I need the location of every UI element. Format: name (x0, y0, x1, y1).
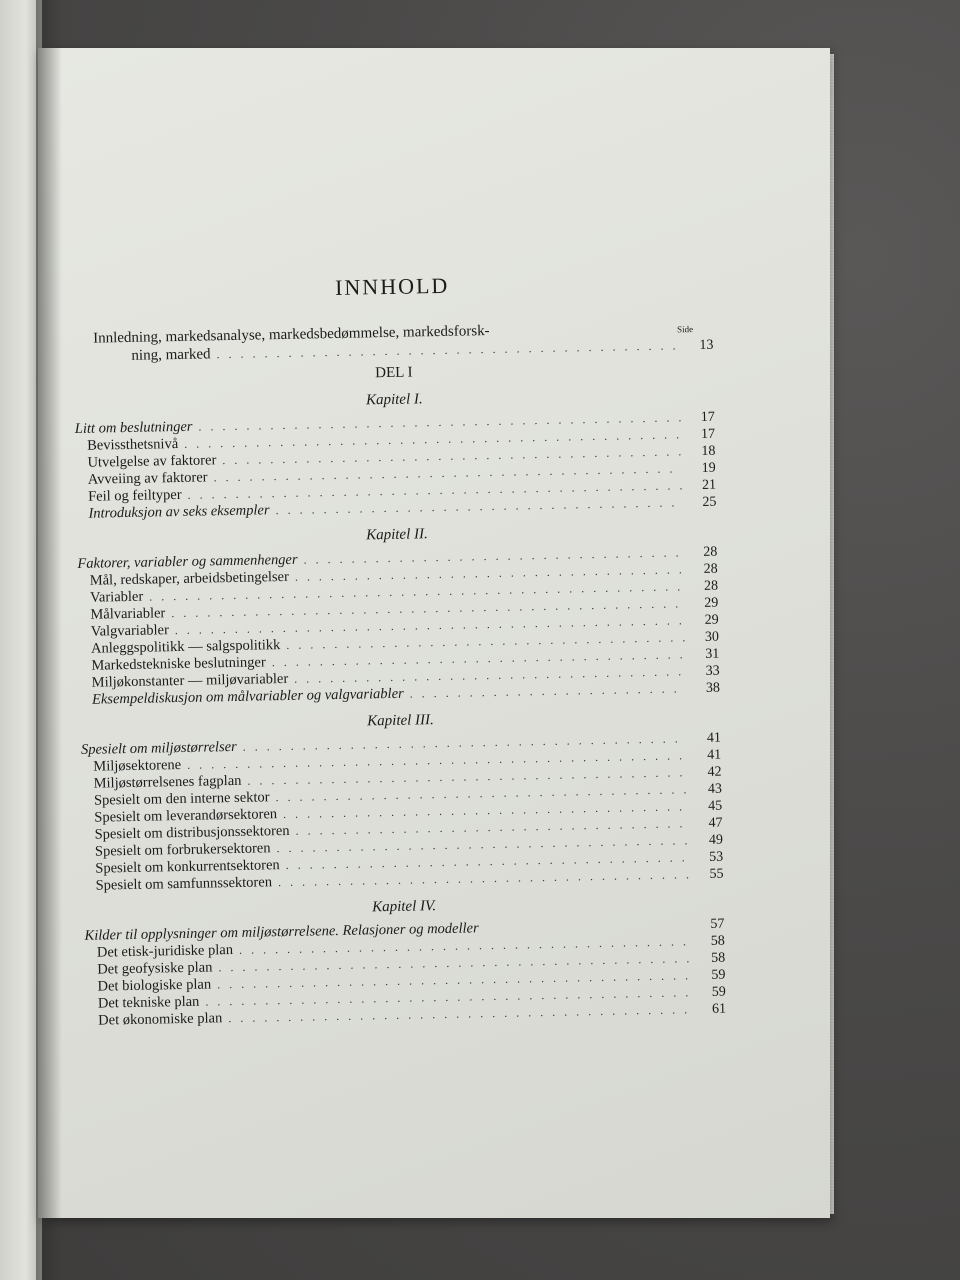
chapter-block (84, 893, 726, 1030)
page-number: 38 (705, 680, 721, 696)
page-number: 28 (703, 544, 718, 560)
page-number: 43 (707, 781, 723, 797)
entry-label: Valgvariabler (90, 622, 170, 640)
page-number: 42 (707, 764, 722, 780)
chapter-list (74, 386, 726, 1030)
entry-label: Det tekniske plan (97, 993, 200, 1012)
entry-label: Avveiing av faktorer (87, 469, 208, 488)
page-number: 30 (704, 629, 720, 645)
page-number: 28 (703, 561, 718, 577)
entry-label: Det økonomiske plan (98, 1010, 223, 1029)
entry-label: Det geofysiske plan (97, 959, 213, 978)
chapter-block (77, 521, 720, 709)
page-number: 49 (708, 832, 724, 848)
entry-label: Markedstekniske beslutninger (91, 654, 266, 674)
page-number: 17 (700, 409, 715, 425)
entry-label: Spesielt om miljøstørrelser (80, 738, 237, 758)
page-number: 58 (710, 950, 726, 966)
entry-label: Det biologiske plan (97, 976, 212, 995)
spine-shadow (36, 0, 62, 1280)
entry-label: Spesielt om leverandørsektoren (94, 806, 278, 826)
page-number: 18 (701, 443, 716, 459)
intro-line-1: Innledning, markedsanalyse, markedsbedømmelse, markedsforsk- (92, 322, 490, 347)
page-number: 21 (701, 477, 717, 493)
page-number: 19 (701, 460, 716, 476)
chapter-heading: Kapitel I. (365, 391, 423, 409)
entry-label: Spesielt om konkurrentsektoren (95, 857, 280, 877)
entry-label: Eksempeldiskusjon om målvariabler og valgvariabler (91, 685, 404, 708)
chapter-block (74, 386, 716, 523)
entry-label: Variabler (89, 588, 144, 606)
entry-label: Bevissthetsnivå (87, 435, 179, 454)
entry-label: Spesielt om den interne sektor (93, 789, 270, 809)
page-number: 55 (709, 866, 724, 882)
page-number: 28 (703, 578, 719, 594)
entry-label: Litt om beslutninger (74, 418, 193, 437)
entry-label: Miljøstørrelsenes fagplan (93, 772, 242, 792)
entry-label: Kilder til opplysninger om miljøstørrelsene. Relasjoner og modeller (84, 920, 479, 944)
chapter-heading: Kapitel III. (367, 712, 434, 730)
entry-label: Faktorer, variabler og sammenhenger (77, 551, 298, 572)
part-heading: DEL I (375, 364, 413, 382)
page-number: 25 (702, 494, 717, 510)
entry-label: Spesielt om samfunnssektoren (95, 874, 273, 894)
entry-label: Mål, redskaper, arbeidsbetingelser (89, 568, 290, 589)
entry-label: Anleggspolitikk — salgspolitikk (90, 637, 281, 657)
entry-label: Det etisk-juridiske plan (96, 942, 234, 961)
intro-line-2: ning, marked (131, 346, 211, 364)
chapter-heading: Kapitel II. (365, 526, 428, 544)
page-number: 61 (711, 1001, 727, 1017)
chapter-block (80, 707, 723, 895)
page-number: 31 (705, 646, 720, 662)
page-column-label: Side (676, 324, 694, 335)
entry-label: Målvariabler (90, 605, 166, 623)
page-number: 47 (708, 815, 723, 831)
page-number: 41 (707, 747, 722, 763)
entry-label: Spesielt om distribusjonssektoren (94, 822, 290, 843)
page-number: 13 (699, 337, 714, 353)
entry-label: Miljøsektorene (93, 756, 182, 775)
page-number: 57 (710, 916, 725, 932)
chapter-heading: Kapitel IV. (371, 898, 437, 916)
page-number: 59 (711, 967, 726, 983)
page-number: 29 (704, 595, 719, 611)
page-number: 59 (711, 984, 726, 1000)
entry-label: Utvelgelse av faktorer (87, 452, 217, 471)
page-number: 53 (709, 849, 724, 865)
page-number: 33 (705, 663, 720, 679)
page-title: INNHOLD (334, 272, 450, 300)
entry-label: Feil og feiltyper (88, 486, 182, 505)
entry-label: Miljøkonstanter — miljøvariabler (91, 670, 289, 691)
page-number: 17 (700, 426, 716, 442)
entry-label: Spesielt om forbrukersektoren (94, 840, 271, 860)
page-number: 45 (708, 798, 723, 814)
table-of-contents (72, 268, 726, 1034)
entry-label: Introduksjon av seks eksempler (88, 502, 270, 522)
page-number: 29 (704, 612, 719, 628)
page-number: 58 (710, 933, 725, 949)
page-number: 41 (706, 730, 722, 746)
